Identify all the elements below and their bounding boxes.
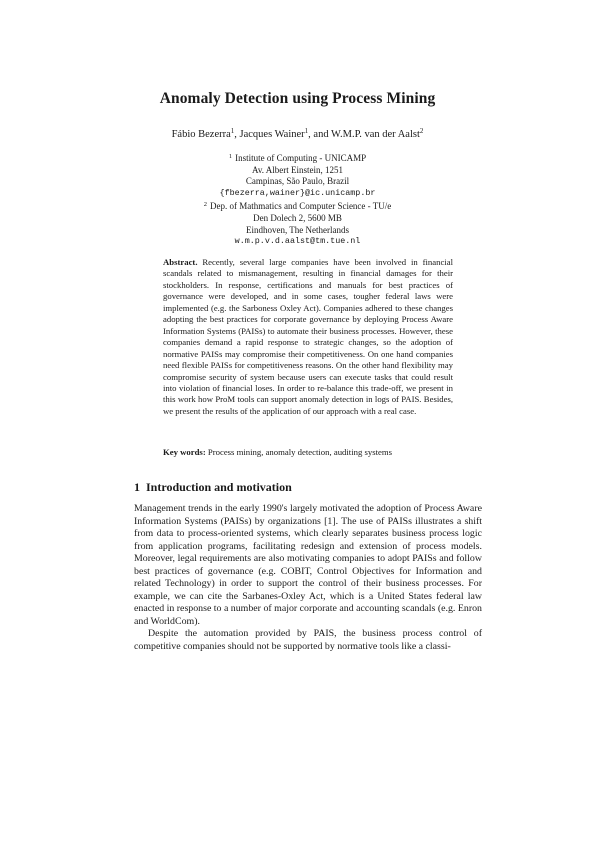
section-number: 1 — [134, 480, 140, 494]
affiliation-name: Institute of Computing - UNICAMP — [235, 153, 367, 163]
abstract-text: Recently, several large companies have been involved in financial scandals related to mismanagement, resulting in financial damages for their stockholders. In response, certifications and manuals for best practices of governance were developed, and in some cases, tougher federal laws were implemented (e.g. the Sarboness Oxley Act). Companies adhered to these changes adopting the best practices for corporate governance by deploying Process Aware Information Systems (PAISs) to automate their business processes. However, these companies demand a rapid response to strategic changes, so the adoption of normative PAISs may compromise their competitiveness. On one hand companies need flexible PAISs for competitiveness reasons. On the other hand flexibility may compromise security of system because users can execute tasks that could result into violation of financial loses. In order to re-balance this trade-off, we present in this work how ProM tools can support anomaly detection in logs of PAIS. Besides, we present the results of the application of our approach with a real case. — [163, 257, 453, 416]
section-heading — [134, 480, 484, 495]
affiliation-city: Eindhoven, The Netherlands — [245, 224, 350, 235]
section-title: Introduction and motivation — [146, 480, 292, 494]
body-paragraph: Management trends in the early 1990's largely motivated the adoption of Process Aware Information Systems (PAISs) by organizations [1]. The use of PAISs illustrates a shift from data to process-oriented systems, which clearly separates business process logic from application programs, facilitating redesign and extension of process models. Moreover, legal requirements are also motivating companies to adopt PAISs and follow best practices of governance (e.g. COBIT, Control Objectives for Information and related Technology) in order to support the control of their business processes. For example, we can cite the Sarbanes-Oxley Act, which is a United States federal law enacted in response to a number of major corporate and accounting scandals (e.g. Enron and WorldCom). — [134, 503, 482, 627]
author-name: W.M.P. van der Aalst — [331, 129, 420, 140]
affiliation-1-name-line — [0, 151, 595, 165]
paper-title: Anomaly Detection using Process Mining — [159, 90, 436, 107]
author-name: Jacques Wainer — [239, 129, 305, 140]
author-name: Fábio Bezerra — [171, 129, 231, 140]
affiliation-city: Campinas, São Paulo, Brazil — [245, 176, 350, 187]
author-affiliation-mark: 1 — [230, 127, 235, 135]
abstract — [163, 257, 453, 417]
section-body — [134, 503, 482, 654]
author-affiliation-mark: 2 — [419, 127, 424, 135]
affiliation-email: {fbezerra,wainer}@ic.unicamp.br — [219, 187, 376, 198]
author-list — [0, 127, 595, 140]
keywords-text: Process mining, anomaly detection, auditing systems — [207, 447, 392, 457]
keywords-label: Key words: — [163, 447, 206, 457]
affiliation-street: Av. Albert Einstein, 1251 — [252, 164, 343, 175]
affiliation-name: Dep. of Mathmatics and Computer Science - TU/e — [209, 201, 392, 212]
affiliation-street: Den Dolech 2, 5600 MB — [253, 212, 342, 223]
affiliation-mark: 1 — [228, 153, 233, 160]
body-paragraph: Despite the automation provided by PAIS, the business process control of competitive companies should not be supported by normative tools like a classi- — [134, 628, 482, 653]
affiliation-mark: 2 — [203, 201, 207, 209]
affiliations-block — [0, 151, 595, 248]
abstract-label: Abstract. — [163, 257, 198, 267]
author-separator: , and — [308, 129, 332, 140]
affiliation-email: w.m.p.v.d.aalst@tm.tue.nl — [234, 236, 361, 247]
affiliation-2-name-line — [0, 199, 595, 213]
author-separator: , — [234, 129, 240, 140]
keywords — [163, 447, 453, 458]
author-affiliation-mark: 1 — [304, 127, 309, 135]
